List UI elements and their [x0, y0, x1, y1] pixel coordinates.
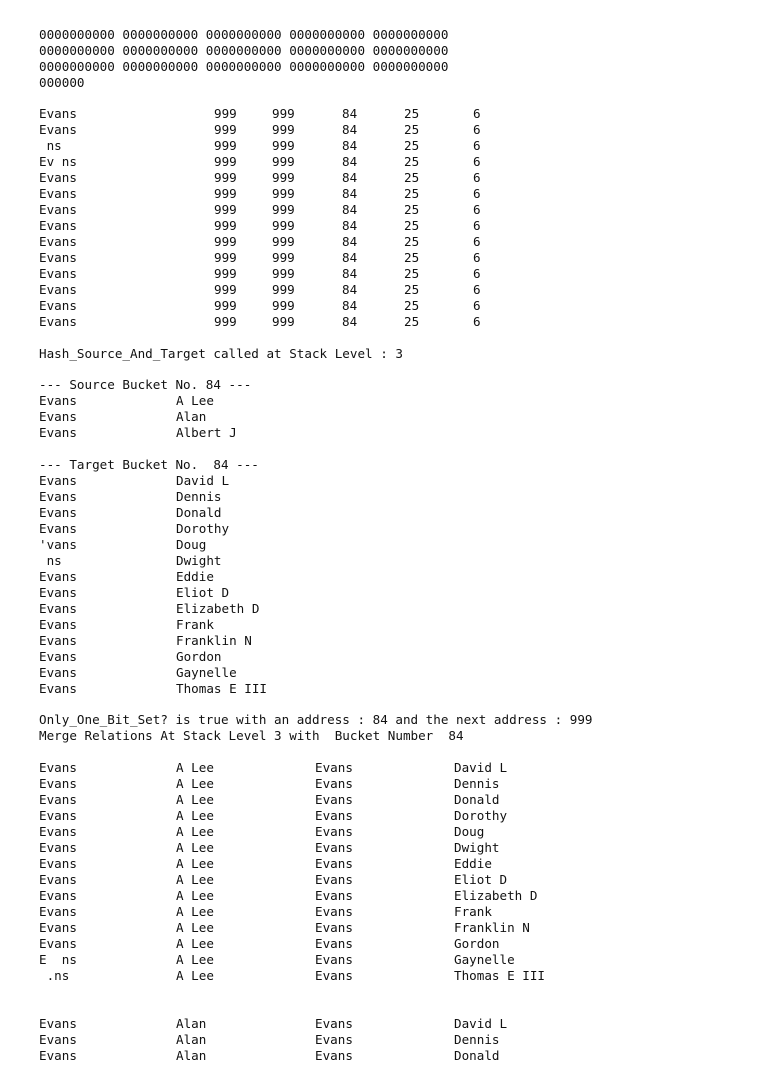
cell: Evans: [315, 920, 353, 935]
cell: 999: [272, 218, 295, 233]
cell: 25: [404, 170, 420, 185]
cell: Evans: [315, 872, 353, 887]
cell: 999: [214, 314, 237, 329]
cell: 999: [214, 298, 237, 313]
cell: 84: [342, 298, 358, 313]
cell: 6: [473, 266, 481, 281]
cell: Evans: [39, 681, 77, 696]
cell: 84: [342, 138, 358, 153]
cell: 6: [473, 234, 481, 249]
cell: Evans: [39, 856, 77, 871]
cell: 999: [272, 122, 295, 137]
cell: Evans: [315, 904, 353, 919]
cell: 84: [342, 106, 358, 121]
cell: 84: [342, 314, 358, 329]
cell: 6: [473, 250, 481, 265]
cell: 25: [404, 202, 420, 217]
cell: Evans: [39, 888, 77, 903]
merge-relations-line: Merge Relations At Stack Level 3 with Bucket Number 84: [39, 728, 464, 743]
cell: A Lee: [176, 952, 214, 967]
cell: .ns: [39, 968, 70, 983]
cell: Evans: [39, 282, 77, 297]
cell: Evans: [315, 824, 353, 839]
cell: 999: [272, 234, 295, 249]
cell: Dorothy: [176, 521, 230, 536]
cell: Frank: [454, 904, 492, 919]
cell: Evans: [39, 521, 77, 536]
cell: 6: [473, 202, 481, 217]
cell: David L: [454, 760, 508, 775]
cell: Thomas E III: [176, 681, 267, 696]
cell: Evans: [39, 601, 77, 616]
cell: Evans: [39, 665, 77, 680]
bit-row: 000000: [39, 75, 85, 90]
cell: Evans: [39, 218, 77, 233]
cell: 6: [473, 218, 481, 233]
cell: 84: [342, 234, 358, 249]
cell: Evans: [39, 202, 77, 217]
cell: 999: [272, 298, 295, 313]
cell: Eddie: [454, 856, 492, 871]
cell: Evans: [39, 393, 77, 408]
cell: 999: [214, 122, 237, 137]
cell: Doug: [454, 824, 485, 839]
cell: 999: [214, 186, 237, 201]
cell: 999: [272, 154, 295, 169]
cell: Evans: [39, 489, 77, 504]
cell: Evans: [39, 250, 77, 265]
cell: Evans: [39, 186, 77, 201]
cell: Doug: [176, 537, 207, 552]
cell: 999: [214, 170, 237, 185]
cell: Evans: [39, 872, 77, 887]
cell: Evans: [39, 122, 77, 137]
cell: A Lee: [176, 808, 214, 823]
cell: A Lee: [176, 904, 214, 919]
cell: A Lee: [176, 872, 214, 887]
cell: Alan: [176, 1032, 207, 1047]
hash-call-line: Hash_Source_And_Target called at Stack Level : 3: [39, 346, 403, 361]
cell: Gordon: [454, 936, 500, 951]
cell: 84: [342, 250, 358, 265]
cell: 25: [404, 218, 420, 233]
cell: 84: [342, 218, 358, 233]
cell: Evans: [39, 106, 77, 121]
cell: 999: [272, 202, 295, 217]
bit-check-line: Only_One_Bit_Set? is true with an address : 84 and the next address : 999: [39, 712, 593, 727]
cell: 25: [404, 138, 420, 153]
cell: E ns: [39, 952, 77, 967]
cell: 6: [473, 314, 481, 329]
cell: Evans: [39, 505, 77, 520]
cell: ns: [39, 553, 62, 568]
cell: A Lee: [176, 920, 214, 935]
cell: Albert J: [176, 425, 237, 440]
cell: 84: [342, 266, 358, 281]
cell: Evans: [39, 314, 77, 329]
cell: A Lee: [176, 968, 214, 983]
cell: 84: [342, 202, 358, 217]
cell: Evans: [39, 298, 77, 313]
cell: 'vans: [39, 537, 77, 552]
cell: Eliot D: [454, 872, 508, 887]
cell: Dennis: [454, 776, 500, 791]
cell: 999: [214, 138, 237, 153]
cell: 25: [404, 234, 420, 249]
cell: Evans: [315, 936, 353, 951]
cell: Frank: [176, 617, 214, 632]
cell: 25: [404, 106, 420, 121]
cell: 999: [214, 266, 237, 281]
cell: Alan: [176, 1016, 207, 1031]
cell: 999: [272, 138, 295, 153]
cell: Evans: [39, 904, 77, 919]
cell: Elizabeth D: [454, 888, 538, 903]
cell: 6: [473, 186, 481, 201]
cell: Evans: [39, 808, 77, 823]
cell: Evans: [315, 1032, 353, 1047]
cell: Evans: [315, 840, 353, 855]
cell: 84: [342, 186, 358, 201]
cell: A Lee: [176, 776, 214, 791]
target-bucket-header: --- Target Bucket No. 84 ---: [39, 457, 259, 472]
cell: Evans: [39, 617, 77, 632]
cell: 25: [404, 250, 420, 265]
cell: Elizabeth D: [176, 601, 260, 616]
cell: 25: [404, 186, 420, 201]
cell: A Lee: [176, 888, 214, 903]
cell: Evans: [39, 824, 77, 839]
cell: 6: [473, 122, 481, 137]
cell: 999: [214, 282, 237, 297]
cell: Evans: [315, 808, 353, 823]
cell: 6: [473, 298, 481, 313]
cell: Evans: [39, 1048, 77, 1063]
cell: 999: [214, 234, 237, 249]
cell: Eddie: [176, 569, 214, 584]
cell: 999: [214, 106, 237, 121]
cell: Evans: [39, 1016, 77, 1031]
source-bucket-header: --- Source Bucket No. 84 ---: [39, 377, 252, 392]
cell: Dwight: [454, 840, 500, 855]
cell: 999: [214, 218, 237, 233]
cell: 25: [404, 314, 420, 329]
cell: Alan: [176, 409, 207, 424]
bit-row: 0000000000 0000000000 0000000000 0000000000 0000000000: [39, 59, 449, 74]
cell: 84: [342, 282, 358, 297]
cell: Donald: [176, 505, 222, 520]
cell: 999: [214, 250, 237, 265]
cell: Ev ns: [39, 154, 77, 169]
cell: Evans: [39, 234, 77, 249]
cell: 6: [473, 138, 481, 153]
cell: Evans: [39, 1032, 77, 1047]
cell: 25: [404, 122, 420, 137]
cell: 999: [272, 250, 295, 265]
cell: Evans: [39, 840, 77, 855]
cell: Gordon: [176, 649, 222, 664]
cell: 6: [473, 106, 481, 121]
cell: Evans: [39, 776, 77, 791]
cell: David L: [454, 1016, 508, 1031]
cell: Gaynelle: [176, 665, 237, 680]
cell: Evans: [39, 569, 77, 584]
cell: Franklin N: [176, 633, 252, 648]
cell: A Lee: [176, 856, 214, 871]
cell: Evans: [315, 1016, 353, 1031]
cell: Evans: [39, 920, 77, 935]
cell: A Lee: [176, 840, 214, 855]
cell: A Lee: [176, 824, 214, 839]
cell: Evans: [315, 888, 353, 903]
cell: Evans: [315, 968, 353, 983]
cell: 999: [272, 106, 295, 121]
cell: 999: [272, 186, 295, 201]
cell: Donald: [454, 792, 500, 807]
cell: David L: [176, 473, 230, 488]
cell: Evans: [39, 649, 77, 664]
cell: A Lee: [176, 936, 214, 951]
cell: 25: [404, 298, 420, 313]
cell: Evans: [39, 473, 77, 488]
cell: 999: [272, 282, 295, 297]
cell: A Lee: [176, 393, 214, 408]
cell: Dennis: [454, 1032, 500, 1047]
cell: 84: [342, 154, 358, 169]
cell: Evans: [315, 856, 353, 871]
cell: Evans: [39, 760, 77, 775]
cell: Evans: [315, 760, 353, 775]
cell: Evans: [39, 633, 77, 648]
cell: Donald: [454, 1048, 500, 1063]
cell: A Lee: [176, 760, 214, 775]
cell: Dorothy: [454, 808, 508, 823]
cell: 84: [342, 122, 358, 137]
cell: Thomas E III: [454, 968, 545, 983]
cell: Evans: [39, 936, 77, 951]
cell: 999: [214, 202, 237, 217]
cell: 25: [404, 282, 420, 297]
cell: 999: [272, 266, 295, 281]
cell: Dwight: [176, 553, 222, 568]
cell: 999: [272, 314, 295, 329]
cell: 6: [473, 154, 481, 169]
cell: 84: [342, 170, 358, 185]
cell: A Lee: [176, 792, 214, 807]
cell: 6: [473, 170, 481, 185]
cell: Evans: [315, 1048, 353, 1063]
cell: Dennis: [176, 489, 222, 504]
cell: 25: [404, 266, 420, 281]
cell: ns: [39, 138, 62, 153]
cell: Evans: [39, 425, 77, 440]
cell: Evans: [39, 585, 77, 600]
cell: Alan: [176, 1048, 207, 1063]
cell: 999: [272, 170, 295, 185]
cell: 999: [214, 154, 237, 169]
cell: Evans: [315, 792, 353, 807]
cell: Franklin N: [454, 920, 530, 935]
cell: 6: [473, 282, 481, 297]
cell: Evans: [39, 409, 77, 424]
cell: Evans: [39, 170, 77, 185]
cell: Evans: [39, 266, 77, 281]
cell: Evans: [315, 776, 353, 791]
bit-row: 0000000000 0000000000 0000000000 0000000000 0000000000: [39, 43, 449, 58]
cell: Gaynelle: [454, 952, 515, 967]
bit-row: 0000000000 0000000000 0000000000 0000000000 0000000000: [39, 27, 449, 42]
cell: Evans: [315, 952, 353, 967]
cell: 25: [404, 154, 420, 169]
cell: Evans: [39, 792, 77, 807]
cell: Eliot D: [176, 585, 230, 600]
